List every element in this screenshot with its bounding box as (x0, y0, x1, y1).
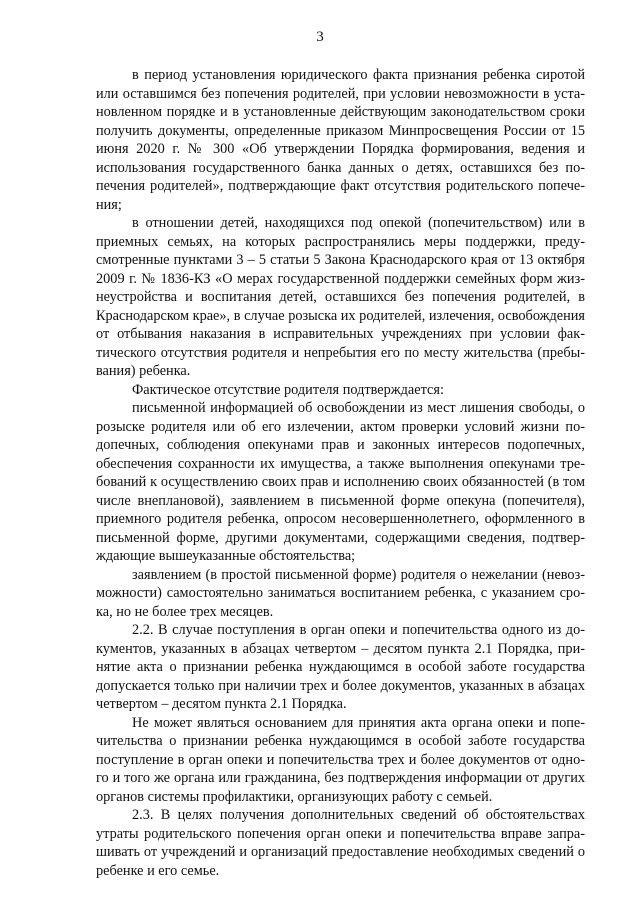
paragraph: письменной информацией об освобождении из мест лишения свободы, о розыске родителя или об его излечении, актом проверки условий жизни подопечных, соблюдения опекунами прав и законных интересов подопечных, обеспечения сохранности их имущества, а также выполнения опекунами требований к осуществлению своих прав и исполнению своих обязанностей (в том числе внеплановой), заявлением в письменной форме опекуна (попечителя), приемного родителя ребенка, опросом несовершеннолетнего, оформленного в письменной форме, другими документами, содержащими сведения, подтверждающие вышеуказанные обстоятельства; (96, 400, 585, 564)
paragraph: заявлением (в простой письменной форме) родителя о нежелании (невозможности) самостоятельно заниматься воспитанием ребенка, с указанием срока, но не более трех месяцев. (96, 566, 585, 620)
document-body (96, 66, 585, 880)
paragraph: Фактическое отсутствие родителя подтверждается: (132, 381, 444, 398)
paragraph: Не может являться основанием для принятия акта органа опеки и попечительства о признании ребенка нуждающимся в особой заботе государства поступление в орган опеки и попечительства трех и более документов от одного и того же органа или гражданина, без подтверждения информации от других органов системы профилактики, организующих работу с семьей. (96, 714, 585, 805)
page-number: 3 (316, 29, 324, 45)
paragraph: 2.3. В целях получения дополнительных сведений об обстоятельствах утраты родительского попечения орган опеки и попечительства вправе запрашивать от учреждений и организаций предоставление необходимых сведений о ребенке и его семье. (96, 807, 585, 879)
paragraph: 2.2. В случае поступления в орган опеки и попечительства одного из документов, указанных в абзацах четвертом – десятом пункта 2.1 Порядка, принятие акта о признании ребенка нуждающимся в особой заботе государства допускается только при наличии трех и более документов, указанных в абзацах четвертом – десятом пункта 2.1 Порядка. (96, 622, 585, 712)
paragraph: в период установления юридического факта признания ребенка сиротой или оставшимся без попечения родителей, при условии невозможности в установленном порядке и в установленные действующим законодательством сроки получить документы, определенные приказом Минпросвещения России от 15 июня 2020 г. № 300 «Об утверждении Порядка формирования, ведения и использования государственного банка данных о детях, оставшихся без попечения родителей», подтверждающие факт отсутствия родительского попечения; (96, 67, 585, 213)
paragraph: в отношении детей, находящихся под опекой (попечительством) или в приемных семьях, на которых распространялись меры поддержки, предусмотренные пунктами 3 – 5 статьи 5 Закона Краснодарского края от 13 октября 2009 г. № 1836-КЗ «О мерах государственной поддержки семейных форм жизнеустройства и воспитания детей, оставшихся без попечения родителей, в Краснодарском крае», в случае розыска их родителей, излечения, освобождения от отбывания наказания в исправительных учреждениях при условии фактического отсутствия родителя и непребытия его по месту жительства (пребывания) ребенка. (96, 215, 585, 379)
